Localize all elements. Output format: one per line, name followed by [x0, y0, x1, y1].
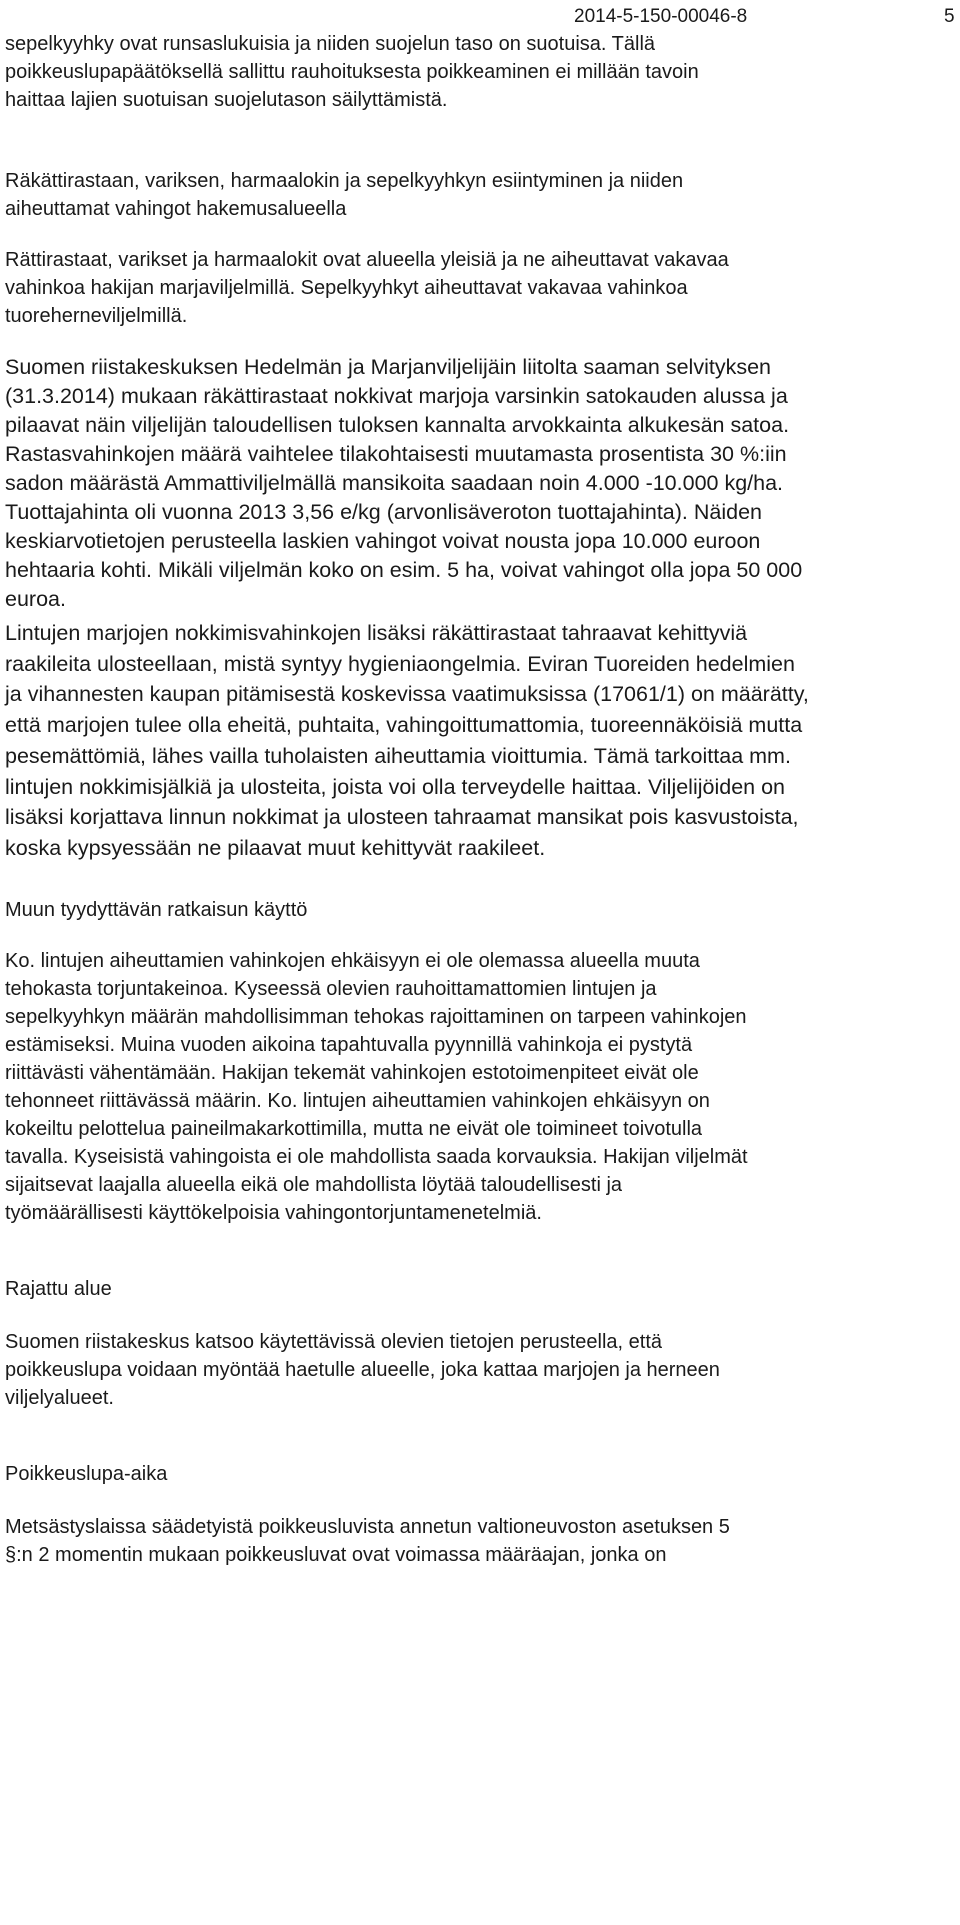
- text-line: tavalla. Kyseisistä vahingoista ei ole mahdollista saada korvauksia. Hakijan viljelmät: [5, 1146, 748, 1168]
- text-line: tuoreherneviljelmillä.: [5, 305, 188, 327]
- text-line: Tuottajahinta oli vuonna 2013 3,56 e/kg (arvonlisäveroton tuottajahinta). Näiden: [5, 500, 762, 524]
- damage-section-heading: [5, 167, 955, 223]
- text-line: tehokasta torjuntakeinoa. Kyseessä olevien rauhoittamattomien lintujen ja: [5, 978, 657, 1000]
- text-line: pesemättömiä, lähes vailla tuholaisten aiheuttamia vioittumia. Tämä tarkoittaa mm.: [5, 743, 791, 768]
- text-line: keskiarvotietojen perusteella laskien vahingot voivat nousta jopa 10.000 euroon: [5, 529, 761, 553]
- damage-paragraph-1: [5, 246, 955, 330]
- text-line: estämiseksi. Muina vuoden aikoina tapahtuvalla pyynnillä vahinkoja ei pystytä: [5, 1034, 693, 1056]
- text-line: Suomen riistakeskus katsoo käytettävissä olevien tietojen perusteella, että: [5, 1331, 663, 1353]
- text-line: Rättirastaat, varikset ja harmaalokit ovat alueella yleisiä ja ne aiheuttavat vakavaa: [5, 249, 729, 271]
- text-line: Rastasvahinkojen määrä vaihtelee tilakohtaisesti muutamasta prosentista 30 %:iin: [5, 442, 787, 466]
- text-line: aiheuttamat vahingot hakemusalueella: [5, 198, 347, 220]
- text-line: euroa.: [5, 587, 66, 611]
- text-line: sijaitsevat laajalla alueella eikä ole mahdollista löytää taloudellisesti ja: [5, 1174, 623, 1196]
- alternative-solution-heading: [5, 896, 955, 924]
- page-number: 5: [944, 6, 955, 27]
- text-line: Ko. lintujen aiheuttamien vahinkojen ehkäisyyn ei ole olemassa alueella muuta: [5, 950, 700, 972]
- text-line: §:n 2 momentin mukaan poikkeusluvat ovat voimassa määräajan, jonka on: [5, 1544, 667, 1566]
- damage-paragraph-2: [5, 353, 955, 614]
- damage-paragraph-3: [5, 618, 955, 864]
- text-line: että marjojen tulee olla eheitä, puhtaita, vahingoittumattomia, tuoreennäköisiä mutta: [5, 713, 803, 738]
- alternative-solution-paragraph: [5, 947, 955, 1227]
- intro-paragraph: [5, 30, 955, 114]
- section-heading: Poikkeuslupa-aika: [5, 1463, 168, 1485]
- text-line: tehonneet riittävässä määrin. Ko. lintujen aiheuttamien vahinkojen ehkäisyyn on: [5, 1090, 710, 1112]
- text-line: lisäksi korjattava linnun nokkimat ja ulosteen tahraamat mansikat pois kasvustoista,: [5, 805, 799, 830]
- text-line: Lintujen marjojen nokkimisvahinkojen lisäksi räkättirastaat tahraavat kehittyviä: [5, 621, 748, 645]
- text-line: Suomen riistakeskuksen Hedelmän ja Marjanviljelijäin liitolta saaman selvityksen: [5, 355, 771, 379]
- text-line: Räkättirastaan, variksen, harmaalokin ja sepelkyyhkyn esiintyminen ja niiden: [5, 170, 684, 192]
- text-line: poikkeuslupapäätöksellä sallittu rauhoituksesta poikkeaminen ei millään tavoin: [5, 61, 699, 83]
- permit-period-heading: [5, 1460, 955, 1488]
- text-line: koska kypsyessään ne pilaavat muut kehittyvät raakileet.: [5, 835, 546, 860]
- text-line: ja vihannesten kaupan pitämisestä koskevissa vaatimuksissa (17061/1) on määrätty,: [5, 682, 809, 707]
- text-line: Metsästyslaissa säädetyistä poikkeusluvista annetun valtioneuvoston asetuksen 5: [5, 1516, 730, 1538]
- restricted-area-paragraph: [5, 1328, 955, 1412]
- text-line: (31.3.2014) mukaan räkättirastaat nokkivat marjoja varsinkin satokauden alussa ja: [5, 384, 788, 408]
- permit-period-paragraph: [5, 1513, 955, 1569]
- text-line: haittaa lajien suotuisan suojelutason säilyttämistä.: [5, 89, 448, 111]
- section-heading: Muun tyydyttävän ratkaisun käyttö: [5, 899, 308, 921]
- section-heading: Rajattu alue: [5, 1278, 112, 1300]
- text-line: sepelkyyhky ovat runsaslukuisia ja niiden suojelun taso on suotuisa. Tällä: [5, 33, 656, 55]
- text-line: vahinkoa hakijan marjaviljelmillä. Sepelkyyhkyt aiheuttavat vakavaa vahinkoa: [5, 277, 688, 299]
- text-line: viljelyalueet.: [5, 1387, 114, 1409]
- text-line: lintujen nokkimisjälkiä ja ulosteita, joista voi olla terveydelle haittaa. Viljelijöiden on: [5, 774, 786, 799]
- text-line: hehtaaria kohti. Mikäli viljelmän koko on esim. 5 ha, voivat vahingot olla jopa 50 000: [5, 558, 803, 582]
- text-line: pilaavat näin viljelijän taloudellisen tuloksen kannalta arvokkainta alkukesän satoa.: [5, 413, 790, 437]
- text-line: riittävästi vähentämään. Hakijan tekemät vahinkojen estotoimenpiteet eivät ole: [5, 1062, 699, 1084]
- document-id: 2014-5-150-00046-8: [574, 6, 748, 27]
- text-line: raakileita ulosteellaan, mistä syntyy hygieniaongelmia. Eviran Tuoreiden hedelmien: [5, 651, 795, 676]
- text-line: kokeiltu pelottelua paineilmakarkottimilla, mutta ne eivät ole toimineet toivotulla: [5, 1118, 703, 1140]
- text-line: työmäärällisesti käyttökelpoisia vahingontorjuntamenetelmiä.: [5, 1202, 542, 1224]
- text-line: sepelkyyhkyn määrän mahdollisimman tehokas rajoittaminen on tarpeen vahinkojen: [5, 1006, 747, 1028]
- text-line: sadon määrästä Ammattiviljelmällä mansikoita saadaan noin 4.000 -10.000 kg/ha.: [5, 471, 784, 495]
- text-line: poikkeuslupa voidaan myöntää haetulle alueelle, joka kattaa marjojen ja herneen: [5, 1359, 720, 1381]
- restricted-area-heading: [5, 1275, 955, 1303]
